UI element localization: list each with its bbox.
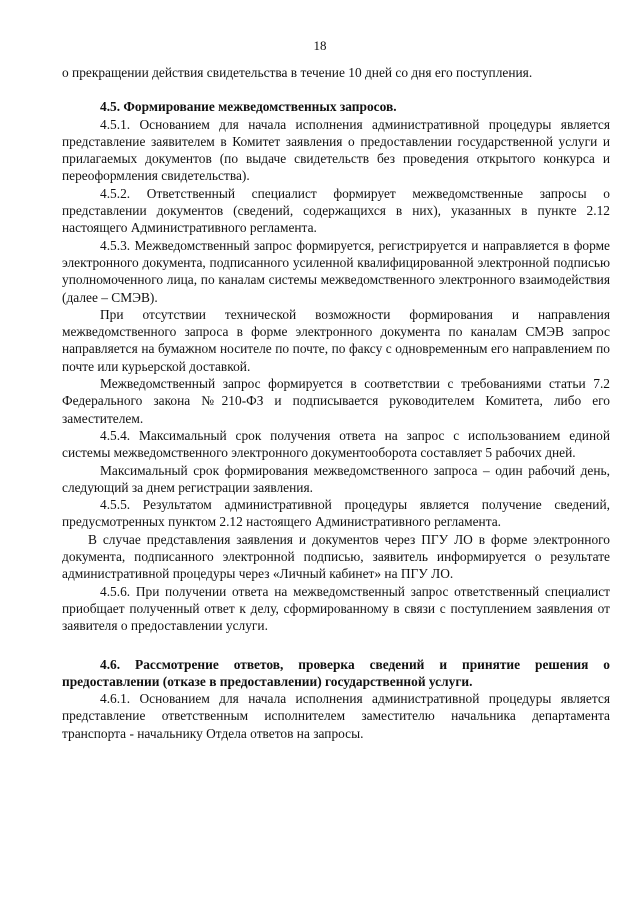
paragraph-4-5-4: 4.5.4. Максимальный срок получения ответа на запрос с использованием единой системы межведомственного электронного документооборота составляет 5 рабочих дней. xyxy=(62,427,610,461)
paragraph-request-requirements: Межведомственный запрос формируется в соответствии с требованиями статьи 7.2 Федерального закона №210-ФЗ и подписывается руководителем Комитета, либо его заместителем. xyxy=(62,376,610,426)
paragraph-4-5-5: 4.5.5. Результатом административной процедуры является получение сведений, предусмотренных пунктом 2.12 настоящего Административного регламента. xyxy=(62,497,610,530)
paragraph-4-6-1: 4.6.1. Основанием для начала исполнения административной процедуры является представление ответственным исполнителем заместителю начальника департамента транспорта - начальнику Отдела ответов на запросы. xyxy=(62,691,610,741)
paragraph-4-5-2: 4.5.2. Ответственный специалист формирует межведомственные запросы о представлении документов (сведений, содержащихся в них), указанных в пункте 2.12 настоящего Административного регламента. xyxy=(62,185,610,236)
paragraph-no-technical-possibility: При отсутствии технической возможности формирования и направления межведомственного запроса в форме электронного документа по каналам СМЭВ запрос направляется на бумажном носителе по почте, по факсу с одновременным его направлением по почте или курьерской доставкой. xyxy=(62,306,610,374)
paragraph-max-formation-term: Максимальный срок формирования межведомственного запроса – один рабочий день, следующий за днем регистрации заявления. xyxy=(62,462,610,495)
paragraph-4-5-3: 4.5.3. Межведомственный запрос формируется, регистрируется и направляется в форме электронного документа, подписанного усиленной квалифицированной электронной подписью уполномоченного лица, по каналам системы межведомственного электронного взаимодействия (далее – СМЭВ). xyxy=(62,237,610,305)
paragraph-4-5-1: 4.5.1. Основанием для начала исполнения административной процедуры является представление заявителем в Комитет заявления о предоставлении государственной услуги и прилагаемых документов (по выдаче свидетельств без проведения открытого конкурса и переоформления свидетельства). xyxy=(62,116,610,184)
paragraph-4-5-6: 4.5.6. При получении ответа на межведомственный запрос ответственный специалист приобщает полученный ответ к делу, сформированному в связи с поступлением заявления от заявителя о предоставлении услуги. xyxy=(62,583,610,634)
section-heading-4-6: 4.6. Рассмотрение ответов, проверка сведений и принятие решения о предоставлении (отказе в предоставлении) государственной услуги. xyxy=(62,656,610,689)
paragraph-continuation: о прекращении действия свидетельства в течение 10 дней со дня его поступления. xyxy=(62,65,533,80)
document-body xyxy=(62,64,610,742)
section-heading-4-5: 4.5. Формирование межведомственных запросов. xyxy=(100,99,397,115)
page-number: 18 xyxy=(313,38,327,53)
paragraph-pgu-lo: В случае представления заявления и документов через ПГУ ЛО в форме электронного документа, подписанного электронной подписью, заявитель информируется о результате административной процедуры через «Личный кабинет» на ПГУ ЛО. xyxy=(62,531,610,582)
